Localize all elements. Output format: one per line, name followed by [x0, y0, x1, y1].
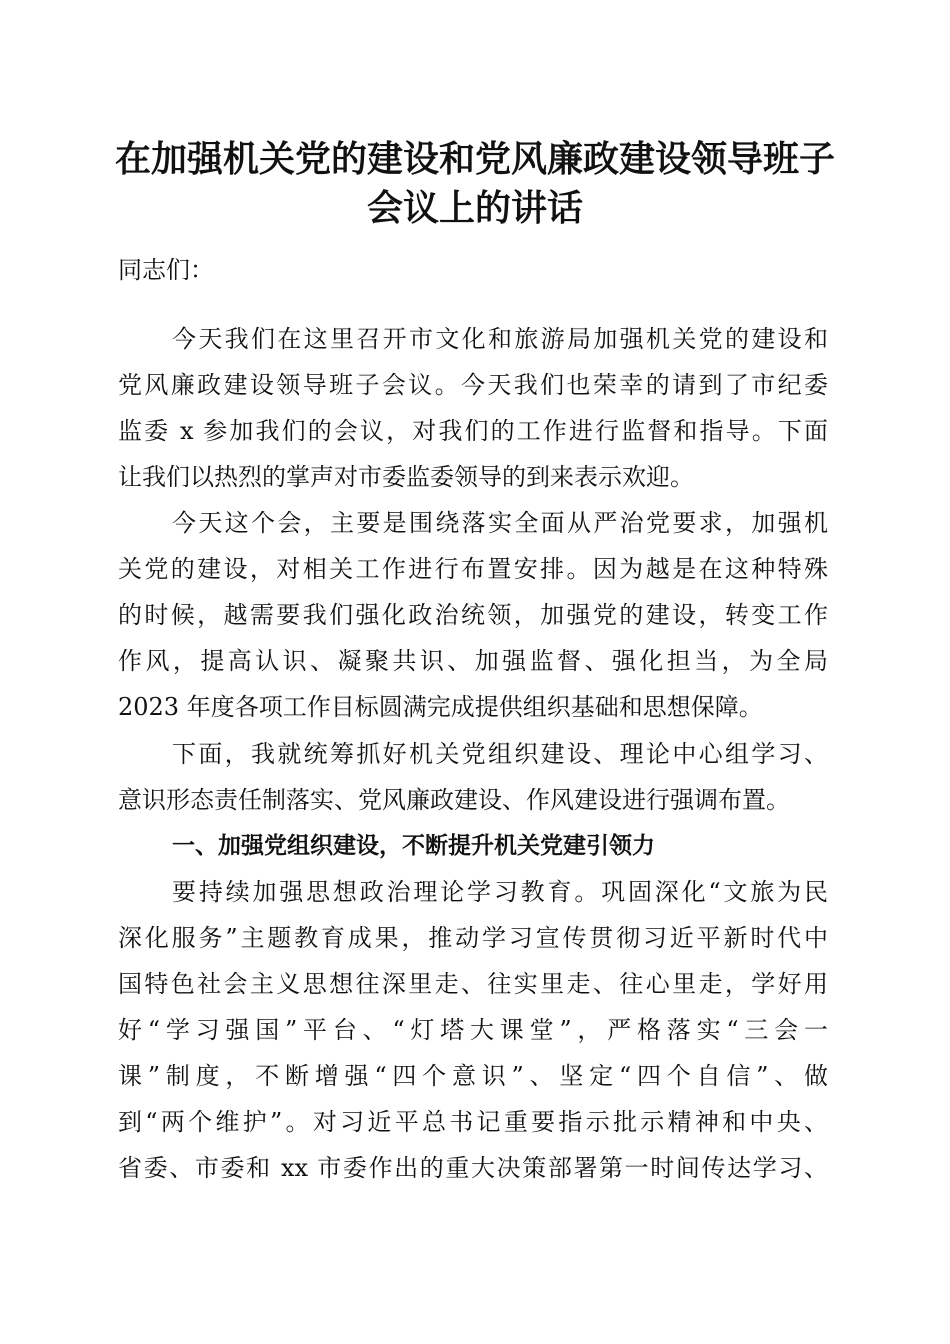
section-heading: 一、加强党组织建设，不断提升机关党建引领力 — [172, 833, 655, 859]
section-paragraph-line: 省委、市委和 xx 市委作出的重大决策部署第一时间传达学习、 — [118, 1154, 828, 1182]
paragraph-1-line: 让我们以热烈的掌声对市委监委领导的到来表示欢迎。 — [118, 463, 694, 491]
paragraph-1-line: 今天我们在这里召开市文化和旅游局加强机关党的建设和 — [172, 325, 828, 353]
section-paragraph-line: 好“学习强国”平台、“灯塔大课堂”，严格落实“三会一 — [118, 1016, 828, 1044]
paragraph-3-line: 下面，我就统筹抓好机关党组织建设、理论中心组学习、 — [172, 740, 828, 768]
paragraph-3-line: 意识形态责任制落实、党风廉政建设、作风建设进行强调布置。 — [118, 786, 790, 814]
section-paragraph-line: 深化服务”主题教育成果，推动学习宣传贯彻习近平新时代中 — [118, 924, 828, 952]
paragraph-2-line: 关党的建设，对相关工作进行布置安排。因为越是在这种特殊 — [118, 555, 828, 583]
salutation: 同志们： — [118, 256, 214, 284]
document-title-line-1: 在加强机关党的建设和党风廉政建设领导班子 — [114, 138, 835, 180]
paragraph-1-line: 党风廉政建设领导班子会议。今天我们也荣幸的请到了市纪委 — [118, 371, 828, 399]
section-paragraph-line: 课”制度，不断增强“四个意识”、坚定“四个自信”、做 — [118, 1062, 828, 1090]
paragraph-2-line: 2023 年度各项工作目标圆满完成提供组织基础和思想保障。 — [118, 693, 763, 721]
paragraph-1-line: 监委 x 参加我们的会议，对我们的工作进行监督和指导。下面 — [118, 417, 828, 445]
paragraph-2-line: 的时候，越需要我们强化政治统领，加强党的建设，转变工作 — [118, 601, 828, 629]
section-paragraph-line: 国特色社会主义思想往深里走、往实里走、往心里走，学好用 — [118, 970, 828, 998]
section-paragraph-line: 要持续加强思想政治理论学习教育。巩固深化“文旅为民 — [172, 878, 828, 906]
paragraph-2-line: 今天这个会，主要是围绕落实全面从严治党要求，加强机 — [172, 509, 828, 537]
section-paragraph-line: 到“两个维护”。对习近平总书记重要指示批示精神和中央、 — [118, 1108, 828, 1136]
document-title-line-2: 会议上的讲话 — [366, 187, 583, 229]
paragraph-2-line: 作风，提高认识、凝聚共识、加强监督、强化担当，为全局 — [118, 647, 828, 675]
